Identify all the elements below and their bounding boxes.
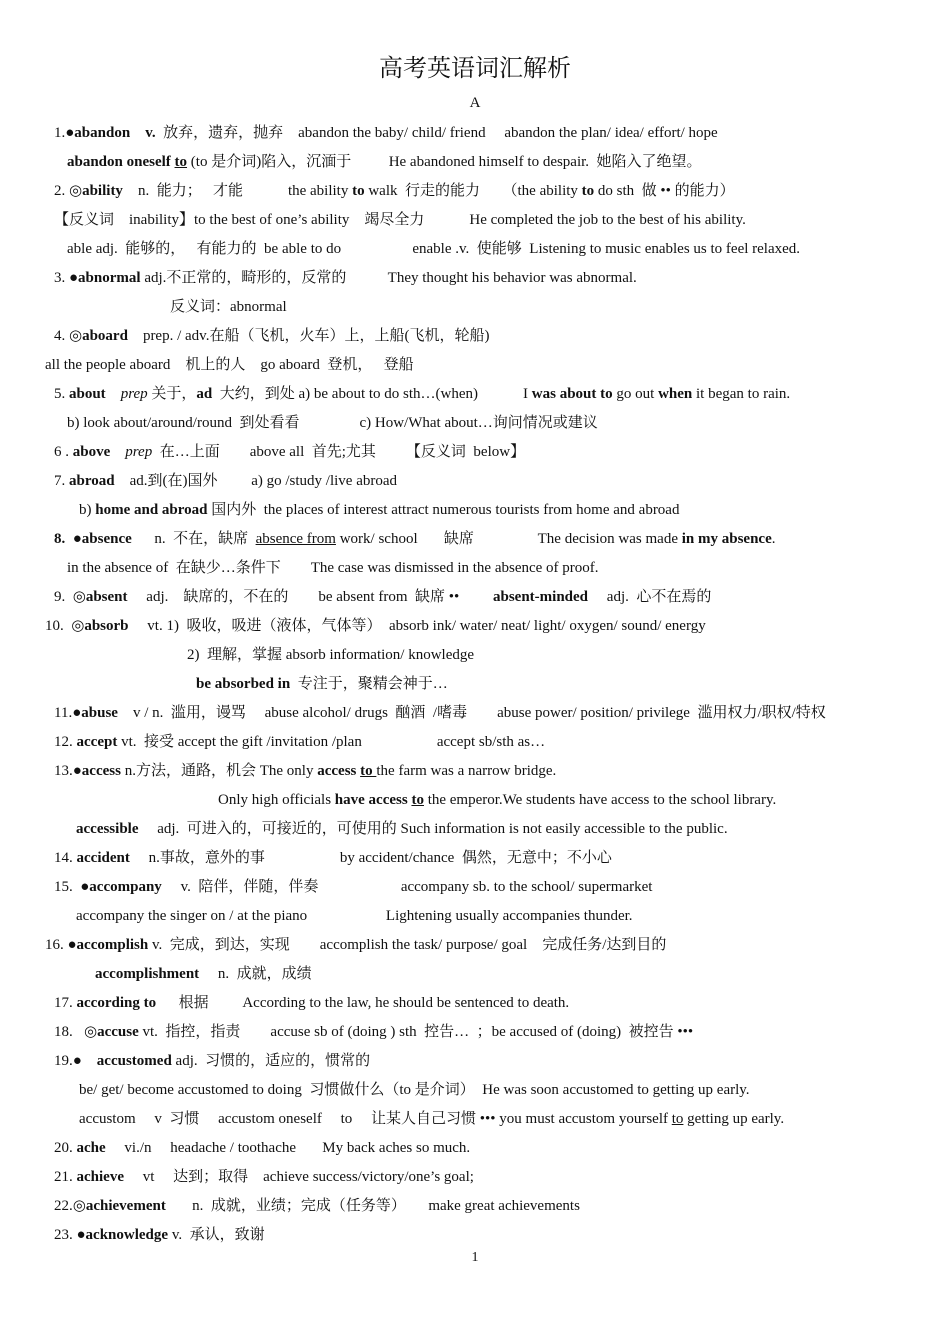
vocab-line <box>170 297 287 317</box>
vocab-text: prep <box>125 444 153 460</box>
vocab-text: n. 不在，缺席 <box>131 531 256 547</box>
vocab-text: it began to rain. <box>692 386 791 402</box>
vocab-text: 10. ◎ <box>45 618 85 634</box>
vocab-text: adj.不正常的，畸形的，反常的 They thought his behavior was abnormal. <box>140 270 637 286</box>
vocab-line <box>54 384 790 404</box>
section-letter: A <box>469 95 481 111</box>
vocab-text: ●accomplish <box>67 937 149 953</box>
vocab-text: b) <box>79 502 96 518</box>
vocab-text: accident <box>76 850 130 866</box>
vocab-text: do sth 做 •• 的能力） <box>594 183 735 199</box>
vocab-text: absent-minded <box>493 589 589 605</box>
vocab-text: adj. 习惯的，适应的，惯常的 <box>171 1053 371 1069</box>
vocab-line <box>54 210 746 230</box>
vocab-line <box>45 616 706 636</box>
vocab-text: to <box>671 1111 684 1127</box>
vocab-text: 5. <box>54 386 69 402</box>
vocab-text: . <box>771 531 776 547</box>
vocab-line <box>196 674 448 694</box>
vocab-line <box>54 848 612 868</box>
vocab-text: ● accustomed <box>72 1053 172 1069</box>
vocab-text: getting up early. <box>683 1111 785 1127</box>
vocab-text: accept <box>76 734 118 750</box>
vocab-text: achievement <box>85 1198 166 1214</box>
vocab-text: the emperor.We students have access to the school library. <box>423 792 777 808</box>
vocab-text: vi./n headache / toothache My back aches so much. <box>105 1140 471 1156</box>
vocab-text: accuse <box>97 1024 139 1040</box>
vocab-text: the farm was a narrow bridge. <box>376 763 557 779</box>
vocab-line <box>67 239 800 259</box>
vocab-text: home and abroad <box>95 502 208 518</box>
vocab-line <box>54 703 826 723</box>
vocab-text: n. 成就，成绩 <box>199 966 312 982</box>
vocab-text: all the people aboard 机上的人 go aboard 登机， 登船 <box>45 357 414 373</box>
vocab-line <box>218 790 776 810</box>
vocab-text: absorb <box>84 618 129 634</box>
vocab-text: v. <box>145 125 156 141</box>
vocab-line <box>45 935 666 955</box>
vocab-text: 7. <box>54 473 69 489</box>
vocab-text: n. 能力； 才能 the ability <box>122 183 353 199</box>
vocab-text: n.方法，通路，机会 The only <box>120 763 318 779</box>
vocab-line <box>54 993 569 1013</box>
vocab-line <box>54 1051 370 1071</box>
vocab-text: 8. ●absence <box>54 531 132 547</box>
vocab-text: 国内外 the places of interest attract numerous tourists from home and abroad <box>207 502 680 518</box>
vocab-line <box>54 123 718 143</box>
vocab-text: prep. / adv.在船（飞机，火车）上，上船(飞机，轮船) <box>127 328 490 344</box>
vocab-line <box>54 1167 474 1187</box>
vocab-text: 13. <box>54 763 73 779</box>
vocab-text: n. 成就，业绩；完成（任务等） make great achievements <box>165 1198 580 1214</box>
vocab-text: 专注于，聚精会神于… <box>290 676 448 692</box>
vocab-text: work/ school 缺席 The decision was made <box>335 531 682 547</box>
vocab-line <box>187 645 474 665</box>
vocab-line <box>54 1138 470 1158</box>
vocab-text: about <box>69 386 106 402</box>
vocab-text: 【反义词 inability】to the best of one’s ability 竭尽全力 He completed the job to the best of his ability. <box>54 212 746 228</box>
vocab-text: to <box>360 763 377 779</box>
vocab-text: accustom v 习惯 accustom oneself to 让某人自己习惯 ••• you must accustom yourself <box>79 1111 672 1127</box>
vocab-text: v / n. 滥用，谩骂 abuse alcohol/ drugs 酗酒 /嗜毒 abuse power/ position/ privilege 滥用权力/职权/特权 <box>117 705 826 721</box>
vocab-text: 2. ◎ <box>54 183 83 199</box>
vocab-line <box>54 268 637 288</box>
vocab-text: absence from <box>255 531 336 547</box>
vocab-text: 4. ◎ <box>54 328 83 344</box>
vocab-line <box>67 558 599 578</box>
vocab-line <box>54 761 556 781</box>
vocab-text: 15. <box>54 879 81 895</box>
vocab-text: be absorbed in <box>196 676 291 692</box>
vocab-text <box>110 444 125 460</box>
vocab-text: vt. 接受 accept the gift /invitation /plan accept sb/sth as… <box>117 734 546 750</box>
vocab-line <box>67 152 702 172</box>
vocab-text: adj. 缺席的，不在的 be absent from 缺席 •• <box>127 589 493 605</box>
vocab-text: (to 是介词)陷入，沉湎于 He abandoned himself to despair. 她陷入了绝望。 <box>187 154 702 170</box>
vocab-text: v. 完成，到达，实现 accomplish the task/ purpose/ goal 完成任务/达到目的 <box>148 937 667 953</box>
vocab-text: adj. 可进入的，可接近的，可使用的 Such information is not easily accessible to the public. <box>138 821 728 837</box>
vocab-text: prep <box>120 386 148 402</box>
vocab-text: 在…上面 above all 首先;尤其 【反义词 below】 <box>152 444 526 460</box>
vocab-line <box>79 1080 750 1100</box>
vocab-line <box>54 1022 693 1042</box>
vocab-text: abandon oneself <box>67 154 175 170</box>
page-number: 1 <box>471 1250 479 1265</box>
vocab-text: 1. <box>54 125 66 141</box>
vocab-text: accompany the singer on / at the piano Lightening usually accompanies thunder. <box>76 908 633 924</box>
vocab-text: 21. <box>54 1169 77 1185</box>
vocab-text: be/ get/ become accustomed to doing 习惯做什么（to 是介词） He was soon accustomed to getting up early. <box>79 1082 750 1098</box>
vocab-line <box>54 732 545 752</box>
vocab-text: 19. <box>54 1053 73 1069</box>
vocab-text: to <box>411 792 424 808</box>
vocab-line <box>54 587 711 607</box>
vocab-text: to <box>581 183 595 199</box>
vocab-text: achieve <box>76 1169 124 1185</box>
vocab-text: ad.到(在)国外 a) go /study /live abroad <box>114 473 398 489</box>
vocab-text: in my absence <box>681 531 772 547</box>
vocab-text: ache <box>76 1140 106 1156</box>
vocab-text: go out <box>612 386 659 402</box>
vocab-text: access <box>317 763 357 779</box>
page-title: 高考英语词汇解析 <box>379 56 571 82</box>
vocab-text: 9. ◎ <box>54 589 86 605</box>
vocab-line <box>54 1225 265 1245</box>
vocab-text: 17. <box>54 995 77 1011</box>
vocab-text: in the absence of 在缺少…条件下 The case was dismissed in the absence of proof. <box>67 560 599 576</box>
vocab-line <box>76 819 728 839</box>
vocab-text: 14. <box>54 850 77 866</box>
vocab-text: according to <box>76 995 157 1011</box>
vocab-text: 11. <box>54 705 73 721</box>
vocab-text: accomplishment <box>95 966 200 982</box>
vocab-text: Only high officials <box>218 792 335 808</box>
vocab-line <box>54 529 776 549</box>
vocab-text: 关于， <box>147 386 197 402</box>
vocab-text: 6 . <box>54 444 73 460</box>
vocab-text: n.事故，意外的事 by accident/chance 偶然，无意中；不小心 <box>129 850 612 866</box>
vocab-text: 12. <box>54 734 77 750</box>
vocab-text: to <box>352 183 365 199</box>
vocab-text: ●abnormal <box>69 270 141 286</box>
vocab-text: ●abandon <box>65 125 131 141</box>
vocab-text: able adj. 能够的， 有能力的 be able to do enable .v. 使能够 Listening to music enables us to feel relaxed. <box>67 241 801 257</box>
vocab-text: v. 承认，致谢 <box>168 1227 265 1243</box>
vocab-line <box>76 906 633 926</box>
vocab-line <box>67 413 598 433</box>
vocab-text: ●acknowledge <box>76 1227 169 1243</box>
vocab-text: ●abuse <box>72 705 118 721</box>
vocab-text: abroad <box>69 473 115 489</box>
vocab-line <box>45 355 414 375</box>
vocab-text: 18. ◎ <box>54 1024 98 1040</box>
vocab-text: 16. <box>45 937 68 953</box>
vocab-text: ability <box>82 183 123 199</box>
vocab-text: ad <box>196 386 213 402</box>
vocab-text: b) look about/around/round 到处看看 c) How/What about…询问情况或建议 <box>67 415 598 431</box>
vocab-text <box>106 386 121 402</box>
vocab-line <box>54 471 397 491</box>
vocab-text: 根据 According to the law, he should be sentenced to death. <box>156 995 570 1011</box>
vocab-text: 放弃，遗弃，抛弃 abandon the baby/ child/ friend abandon the plan/ idea/ effort/ hope <box>155 125 718 141</box>
vocab-text: 23. <box>54 1227 77 1243</box>
vocab-text: 反义词：abnormal <box>170 299 287 315</box>
vocab-line <box>54 442 525 462</box>
vocab-line <box>54 877 652 897</box>
vocab-text: vt 达到；取得 achieve success/victory/one’s goal; <box>123 1169 474 1185</box>
vocab-line <box>79 1109 784 1129</box>
vocab-text: aboard <box>82 328 128 344</box>
vocab-line <box>79 500 679 520</box>
vocab-text: to <box>174 154 188 170</box>
vocab-text <box>130 125 145 141</box>
vocab-text: vt. 1) 吸收，吸进（液体，气体等） absorb ink/ water/ neat/ light/ oxygen/ sound/ energy <box>128 618 706 634</box>
vocab-text: absent <box>85 589 128 605</box>
vocab-text: adj. 心不在焉的 <box>588 589 712 605</box>
vocab-line <box>95 964 312 984</box>
vocab-text: accessible <box>76 821 139 837</box>
vocab-line <box>54 326 489 346</box>
vocab-line <box>54 181 735 201</box>
vocab-text: ●accompany <box>80 879 162 895</box>
vocab-text: 20. <box>54 1140 77 1156</box>
vocab-text: when <box>658 386 693 402</box>
vocab-text: walk 行走的能力 （the ability <box>364 183 582 199</box>
vocab-text: 22.◎ <box>54 1198 86 1214</box>
vocab-text: have access <box>334 792 412 808</box>
vocab-text: v. 陪伴，伴随，伴奏 accompany sb. to the school/ supermarket <box>161 879 653 895</box>
vocab-line <box>54 1196 580 1216</box>
vocab-text: above <box>72 444 111 460</box>
vocab-text: 3. <box>54 270 69 286</box>
vocab-text: vt. 指控，指责 accuse sb of (doing ) sth 控告… ；be accused of (doing) 被控告 ••• <box>138 1024 694 1040</box>
vocab-text: was about to <box>531 386 613 402</box>
vocab-text: ●access <box>72 763 121 779</box>
vocab-text: 大约，到处 a) be about to do sth…(when) I <box>212 386 532 402</box>
vocab-text: 2) 理解，掌握 absorb information/ knowledge <box>187 647 475 663</box>
